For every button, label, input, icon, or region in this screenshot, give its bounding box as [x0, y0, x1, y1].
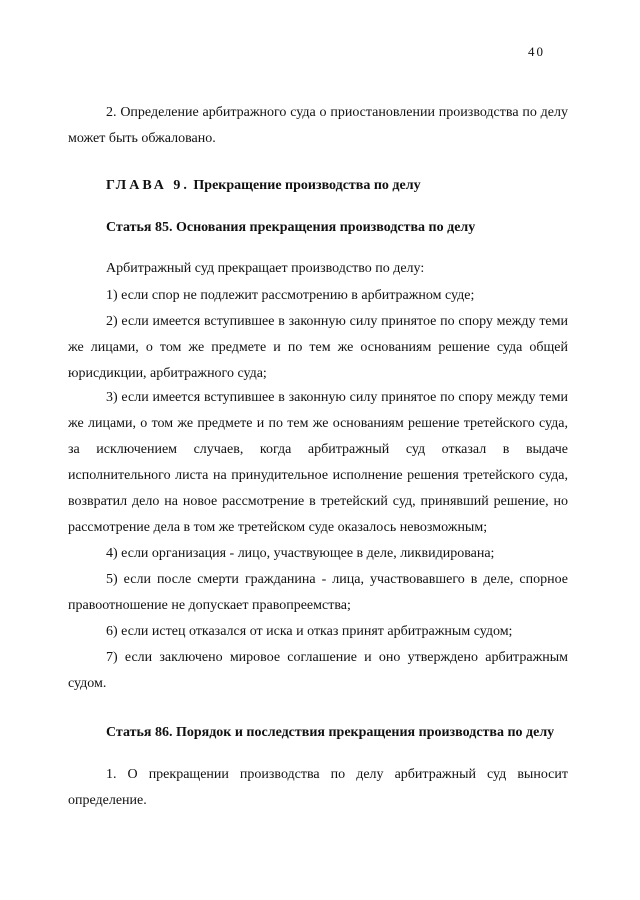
article-85-item-6: 6) если истец отказался от иска и отказ принят арбитражным судом;	[106, 624, 513, 639]
article-85-item-4: 4) если организация - лицо, участвующее в деле, ликвидирована;	[106, 546, 495, 561]
article-85-heading: Статья 85. Основания прекращения производства по делу	[106, 220, 476, 235]
article-85-item-3: 3) если имеется вступившее в законную силу принятое по спору между теми же лицами, о том же предмете и по тем же основаниям решение третейского суда, за исключением случаев, когда арбитражный суд отказал в выдаче исполнительного листа на принудительное исполнение решения третейского суда, возвратил дело на новое рассмотрение в третейский суд, принявший решение, но рассмотрение дела в том же третейском суде оказалось невозможным;	[68, 390, 568, 535]
chapter-title: Прекращение производства по делу	[193, 178, 421, 193]
article-85-item-7: 7) если заключено мировое соглашение и оно утверждено арбитражным судом.	[68, 650, 568, 691]
article-85-item-5: 5) если после смерти гражданина - лица, участвовавшего в деле, спорное правоотношение не допускает правопреемства;	[68, 572, 568, 613]
page-number: 40	[528, 44, 545, 59]
article-85-item-1: 1) если спор не подлежит рассмотрению в арбитражном суде;	[106, 288, 475, 303]
article-86-item-1: 1. О прекращении производства по делу арбитражный суд выносит определение.	[68, 767, 568, 808]
article-85-item-2: 2) если имеется вступившее в законную силу принятое по спору между теми же лицами, о том же предмете и по тем же основаниям решение суда общей юрисдикции, арбитражного суда;	[68, 314, 568, 381]
intro-paragraph: 2. Определение арбитражного суда о приостановлении производства по делу может быть обжаловано.	[68, 105, 568, 146]
article-85-lead: Арбитражный суд прекращает производство по делу:	[106, 261, 425, 276]
article-86-heading: Статья 86. Порядок и последствия прекращения производства по делу	[106, 725, 555, 740]
chapter-label: ГЛАВА 9.	[106, 178, 190, 193]
chapter-heading	[106, 178, 421, 194]
